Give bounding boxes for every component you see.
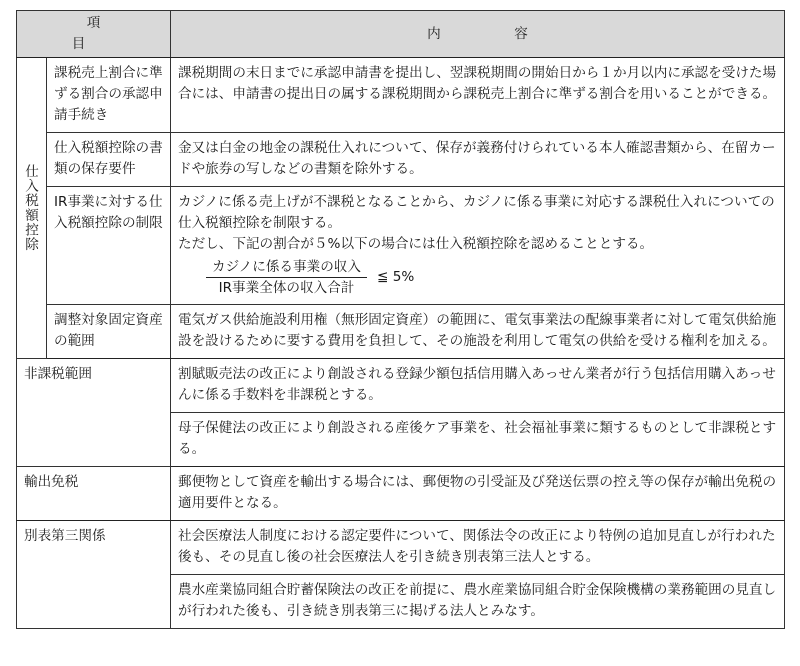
fraction-numerator: カジノに係る事業の収入 xyxy=(206,257,367,278)
header-item: 項 目 xyxy=(17,11,171,58)
sub-item-label: 調整対象固定資産の範囲 xyxy=(47,305,171,359)
table-row xyxy=(17,133,785,187)
table-row xyxy=(17,187,785,305)
fraction xyxy=(206,257,367,298)
content-text: カジノに係る売上げが不課税となることから、カジノに係る事業に対応する課税仕入れについての仕入税額控除を制限する。 xyxy=(178,194,775,231)
fraction-denominator: IR事業全体の収入合計 xyxy=(218,280,355,296)
sub-item-label: 仕入税額控除の書類の保存要件 xyxy=(47,133,171,187)
section-label-hikazei: 非課税範囲 xyxy=(17,359,171,467)
fraction-relation: ≦ 5% xyxy=(377,269,415,285)
content-cell xyxy=(171,187,785,305)
sub-item-label: IR事業に対する仕入税額控除の制限 xyxy=(47,187,171,305)
content-text-proviso: ただし、下記の割合が５%以下の場合には仕入税額控除を認めることとする。 xyxy=(178,236,654,252)
content-cell: 農水産業協同組合貯蓄保険法の改正を前提に、農水産業協同組合貯金保険機構の業務範囲の見直しが行われた後も、引き続き別表第三に掲げる法人とみなす。 xyxy=(171,575,785,629)
section-label-yushutsu: 輸出免税 xyxy=(17,467,171,521)
content-cell: 課税期間の末日までに承認申請書を提出し、翌課税期間の開始日から１か月以内に承認を受けた場合には、申請書の提出日の属する課税期間から課税売上割合に準ずる割合を用いることができる。 xyxy=(171,58,785,133)
tax-reform-table xyxy=(16,10,785,629)
table-header-row xyxy=(17,11,785,58)
content-cell: 電気ガス供給施設利用権（無形固定資産）の範囲に、電気事業法の配線事業者に対して電気供給施設を設けるために要する費用を負担して、その施設を利用して電気の供給を受ける権利を加える。 xyxy=(171,305,785,359)
header-content: 内 容 xyxy=(171,11,785,58)
table-row xyxy=(17,521,785,575)
content-cell: 割賦販売法の改正により創設される登録少額包括信用購入あっせん業者が行う包括信用購入あっせんに係る手数料を非課税とする。 xyxy=(171,359,785,413)
section-label-beppyo: 別表第三関係 xyxy=(17,521,171,629)
table-row xyxy=(17,305,785,359)
section-label-shiire: 仕入税額控除 xyxy=(17,58,47,359)
content-cell: 金又は白金の地金の課税仕入れについて、保存が義務付けられている本人確認書類から、在留カードや旅券の写しなどの書類を除外する。 xyxy=(171,133,785,187)
content-cell: 母子保健法の改正により創設される産後ケア事業を、社会福祉事業に類するものとして非課税とする。 xyxy=(171,413,785,467)
content-cell: 郵便物として資産を輸出する場合には、郵便物の引受証及び発送伝票の控え等の保存が輸出免税の適用要件となる。 xyxy=(171,467,785,521)
table-row xyxy=(17,467,785,521)
table-row xyxy=(17,58,785,133)
ratio-formula xyxy=(206,257,778,298)
table-row xyxy=(17,359,785,413)
content-cell: 社会医療法人制度における認定要件について、関係法令の改正により特例の追加見直しが行われた後も、その見直し後の社会医療法人を引き続き別表第三法人とする。 xyxy=(171,521,785,575)
sub-item-label: 課税売上割合に準ずる割合の承認申請手続き xyxy=(47,58,171,133)
